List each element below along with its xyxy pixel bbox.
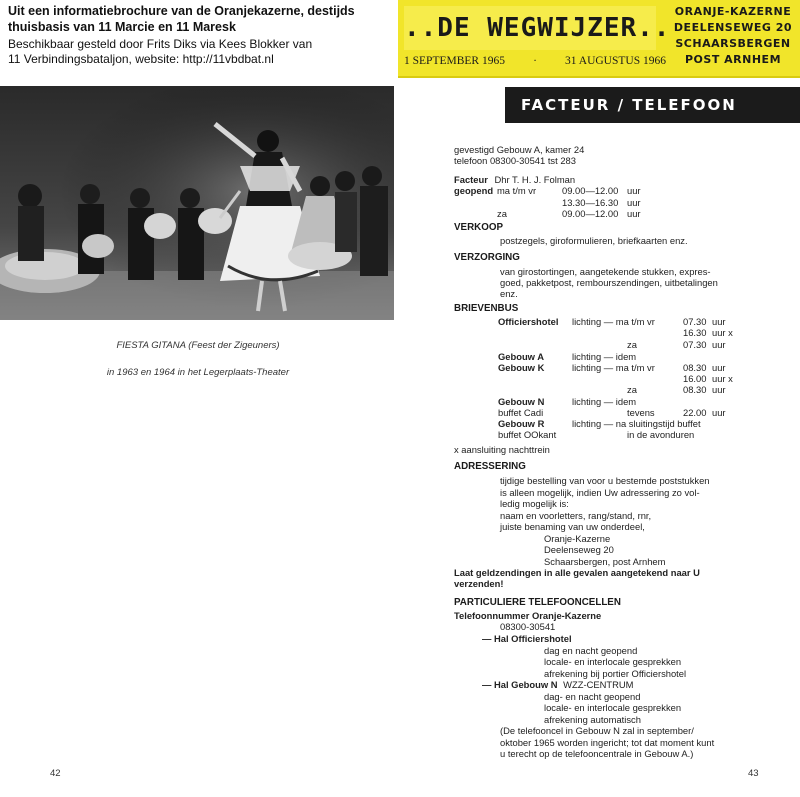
adressering-heading: ADRESSERING bbox=[454, 461, 526, 472]
photo-caption-title: FIESTA GITANA (Feest der Zigeuners) bbox=[116, 340, 280, 351]
brievenbus-unit: uur bbox=[712, 339, 726, 350]
address-line: Oranje-Kazerne bbox=[544, 533, 611, 544]
facteur-label: Facteur bbox=[454, 174, 488, 185]
brievenbus-schedule: za bbox=[627, 339, 637, 350]
brievenbus-unit: uur bbox=[712, 362, 726, 373]
date-to: 31 AUGUSTUS 1966 bbox=[565, 55, 666, 67]
banner-address-line: POST ARNHEM bbox=[684, 53, 782, 66]
brievenbus-place: Gebouw A bbox=[498, 351, 545, 362]
geldzending-line: Laat geldzendingen in alle gevalen aangetekend naar U bbox=[454, 567, 700, 578]
telefooncel-note: (De telefooncel in Gebouw N zal in september/ bbox=[500, 725, 694, 736]
hours-days: ma t/m vr bbox=[497, 185, 537, 196]
banner-address-line: DEELENSEWEG 20 bbox=[673, 21, 793, 34]
banner-address-line: SCHAARSBERGEN bbox=[675, 37, 791, 50]
hal-line: dag en nacht geopend bbox=[544, 645, 638, 656]
hal-gebouw-n-title: — Hal Gebouw N bbox=[482, 679, 558, 690]
photo-caption-subtitle: in 1963 en 1964 in het Legerplaats-Theater bbox=[106, 367, 290, 378]
telefooncel-note: u terecht op de telefooncentrale in Gebouw A.) bbox=[500, 748, 694, 759]
brievenbus-place: buffet OOkant bbox=[498, 429, 557, 440]
brievenbus-schedule: in de avonduren bbox=[627, 429, 695, 440]
geopend-label: geopend bbox=[454, 185, 494, 196]
brievenbus-place: Gebouw N bbox=[498, 396, 545, 407]
facteur-row bbox=[454, 174, 575, 185]
brievenbus-time: 16.00 bbox=[683, 373, 707, 384]
date-separator: · bbox=[533, 55, 537, 67]
header-credit-line-1: Beschikbaar gesteld door Frits Diks via Kees Blokker van bbox=[8, 37, 313, 51]
header-text-block bbox=[0, 0, 398, 80]
brievenbus-time: 08.30 bbox=[683, 362, 707, 373]
brievenbus-unit: uur x bbox=[712, 327, 733, 338]
hours-unit: uur bbox=[627, 185, 641, 196]
brievenbus-unit: uur bbox=[712, 384, 726, 395]
brievenbus-unit: uur x bbox=[712, 373, 733, 384]
wegwijzer-banner bbox=[398, 0, 800, 78]
date-from: 1 SEPTEMBER 1965 bbox=[404, 55, 505, 67]
hal-gebouw-n-row bbox=[482, 679, 633, 690]
adressering-line: tijdige bestelling van voor u bestemde poststukken bbox=[500, 475, 710, 486]
section-title: FACTEUR / TELEFOON bbox=[505, 87, 800, 123]
banner-address-line: ORANJE-KAZERNE bbox=[674, 5, 792, 18]
flamenco-dancer-photo bbox=[0, 86, 394, 320]
brievenbus-time: 22.00 bbox=[683, 407, 707, 418]
brievenbus-unit: uur bbox=[712, 407, 726, 418]
brievenbus-schedule: lichting — ma t/m vr bbox=[572, 362, 655, 373]
telefooncel-note: oktober 1965 worden ingericht; tot dat moment kunt bbox=[500, 737, 715, 748]
verzorging-line: van girostortingen, aangetekende stukken, expres- bbox=[500, 266, 711, 277]
adressering-line: juiste benaming van uw onderdeel, bbox=[500, 521, 645, 532]
hal-line: afrekening automatisch bbox=[544, 714, 641, 725]
brievenbus-place: Gebouw K bbox=[498, 362, 545, 373]
brievenbus-schedule: tevens bbox=[627, 407, 655, 418]
brievenbus-unit: uur bbox=[712, 316, 726, 327]
telefooncellen-heading: PARTICULIERE TELEFOONCELLEN bbox=[454, 597, 621, 608]
page-number-right: 43 bbox=[748, 768, 759, 779]
brievenbus-time: 07.30 bbox=[683, 339, 707, 350]
hal-line: dag- en nacht geopend bbox=[544, 691, 641, 702]
intro-line: telefoon 08300-30541 tst 283 bbox=[454, 155, 576, 166]
verkoop-heading: VERKOOP bbox=[454, 222, 503, 233]
hours-days: za bbox=[497, 208, 507, 219]
intro-line: gevestigd Gebouw A, kamer 24 bbox=[454, 144, 585, 155]
geldzending-line: verzenden! bbox=[454, 578, 504, 589]
brievenbus-schedule: lichting — idem bbox=[572, 396, 637, 407]
verzorging-heading: VERZORGING bbox=[454, 252, 520, 263]
brievenbus-schedule: lichting — idem bbox=[572, 351, 637, 362]
banner-address bbox=[668, 4, 798, 68]
brievenbus-time: 07.30 bbox=[683, 316, 707, 327]
header-title-line-2: thuisbasis van 11 Marcie en 11 Maresk bbox=[8, 20, 236, 34]
page-number-left: 42 bbox=[50, 768, 61, 779]
brievenbus-schedule: za bbox=[627, 384, 637, 395]
verzorging-line: enz. bbox=[500, 288, 518, 299]
telefoonnummer: 08300-30541 bbox=[500, 621, 556, 632]
header-title-line-1: Uit een informatiebrochure van de Oranjekazerne, destijds bbox=[8, 4, 355, 18]
brievenbus-place: Officiershotel bbox=[498, 316, 559, 327]
address-line: Schaarsbergen, post Arnhem bbox=[544, 556, 666, 567]
hal-gebouw-n-suffix: WZZ-CENTRUM bbox=[563, 679, 634, 690]
hours-time: 13.30—16.30 bbox=[562, 197, 619, 208]
adressering-line: ledig mogelijk is: bbox=[500, 498, 569, 509]
hal-officiershotel-title: — Hal Officiershotel bbox=[482, 633, 572, 644]
aansluiting-note: x aansluiting nachttrein bbox=[454, 444, 550, 455]
address-line: Deelenseweg 20 bbox=[544, 544, 614, 555]
adressering-line: naam en voorletters, rang/stand, rnr, bbox=[500, 510, 652, 521]
brievenbus-schedule: lichting — ma t/m vr bbox=[572, 316, 655, 327]
header-credit-line-2: 11 Verbindingsbataljon, website: http://11vbdbat.nl bbox=[8, 52, 274, 66]
telefoonnummer-label: Telefoonnummer Oranje-Kazerne bbox=[454, 610, 602, 621]
brievenbus-heading: BRIEVENBUS bbox=[454, 303, 519, 314]
publication-dates bbox=[404, 55, 666, 67]
brievenbus-schedule: lichting — na sluitingstijd buffet bbox=[572, 418, 701, 429]
hal-line: locale- en interlocale gesprekken bbox=[544, 656, 682, 667]
verzorging-line: goed, pakketpost, rembourszendingen, uitbetalingen bbox=[500, 277, 718, 288]
brievenbus-place: buffet Cadi bbox=[498, 407, 544, 418]
adressering-line: is alleen mogelijk, indien Uw adressering zo vol- bbox=[500, 487, 700, 498]
facteur-name: Dhr T. H. J. Folman bbox=[494, 174, 576, 185]
hours-time: 09.00—12.00 bbox=[562, 208, 619, 219]
publication-name: ..DE WEGWIJZER.. bbox=[404, 6, 656, 50]
hours-unit: uur bbox=[627, 197, 641, 208]
hours-time: 09.00—12.00 bbox=[562, 185, 619, 196]
verkoop-text: postzegels, giroformulieren, briefkaarten enz. bbox=[500, 235, 688, 246]
brievenbus-time: 16.30 bbox=[683, 327, 707, 338]
hours-unit: uur bbox=[627, 208, 641, 219]
hal-line: afrekening bij portier Officiershotel bbox=[544, 668, 687, 679]
hal-line: locale- en interlocale gesprekken bbox=[544, 702, 682, 713]
brievenbus-time: 08.30 bbox=[683, 384, 707, 395]
brievenbus-place: Gebouw R bbox=[498, 418, 545, 429]
